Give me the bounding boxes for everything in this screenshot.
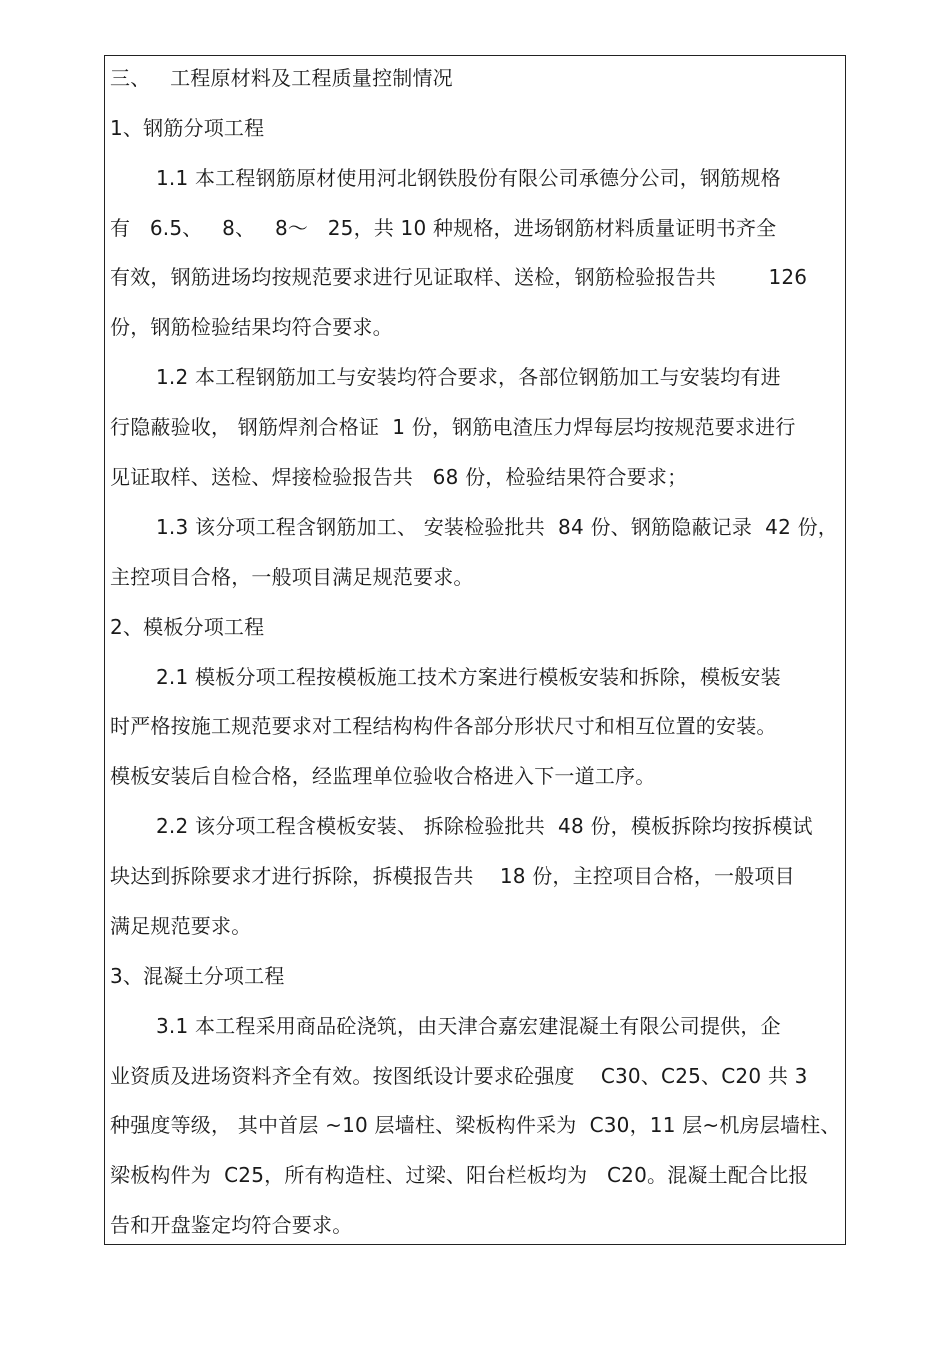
paragraph-line: 模板安装后自检合格，经监理单位验收合格进入下一道工序。: [110, 764, 656, 788]
paragraph-line: 1.1 本工程钢筋原材使用河北钢铁股份有限公司承德分公司，钢筋规格: [156, 166, 781, 190]
paragraph-line: 告和开盘鉴定均符合要求。: [110, 1213, 353, 1237]
subsection-heading-concrete: 3、混凝土分项工程: [110, 964, 285, 988]
paragraph-line: 有 6.5、 8、 8～ 25，共 10 种规格，进场钢筋材料质量证明书齐全: [110, 216, 777, 240]
paragraph-line: 1.3 该分项工程含钢筋加工、 安装检验批共 84 份、钢筋隐蔽记录 42 份，: [156, 515, 838, 539]
paragraph-line: 种强度等级， 其中首层 ~10 层墙柱、梁板构件采为 C30，11 层~机房层墙柱、: [110, 1113, 841, 1137]
paragraph-line: 3.1 本工程采用商品砼浇筑，由天津合嘉宏建混凝土有限公司提供，企: [156, 1014, 781, 1038]
paragraph-line: 2.2 该分项工程含模板安装、 拆除检验批共 48 份，模板拆除均按拆模试: [156, 814, 813, 838]
paragraph-line: 有效，钢筋进场均按规范要求进行见证取样、送检，钢筋检验报告共 126: [110, 265, 808, 289]
section-heading: 三、 工程原材料及工程质量控制情况: [110, 66, 453, 90]
paragraph-line: 见证取样、送检、焊接检验报告共 68 份，检验结果符合要求；: [110, 465, 688, 489]
paragraph-line: 业资质及进场资料齐全有效。按图纸设计要求砼强度 C30、C25、C20 共 3: [110, 1064, 808, 1088]
paragraph-line: 时严格按施工规范要求对工程结构构件各部分形状尺寸和相互位置的安装。: [110, 714, 777, 738]
paragraph-line: 份，钢筋检验结果均符合要求。: [110, 315, 393, 339]
paragraph-line: 主控项目合格，一般项目满足规范要求。: [110, 565, 474, 589]
paragraph-line: 满足规范要求。: [110, 914, 252, 938]
paragraph-line: 块达到拆除要求才进行拆除，拆模报告共 18 份，主控项目合格，一般项目: [110, 864, 795, 888]
paragraph-line: 1.2 本工程钢筋加工与安装均符合要求，各部位钢筋加工与安装均有进: [156, 365, 781, 389]
subsection-heading-rebar: 1、钢筋分项工程: [110, 116, 265, 140]
paragraph-line: 行隐蔽验收， 钢筋焊剂合格证 1 份，钢筋电渣压力焊每层均按规范要求进行: [110, 415, 796, 439]
subsection-heading-formwork: 2、模板分项工程: [110, 615, 265, 639]
paragraph-line: 梁板构件为 C25，所有构造柱、过梁、阳台栏板均为 C20。混凝土配合比报: [110, 1163, 809, 1187]
paragraph-line: 2.1 模板分项工程按模板施工技术方案进行模板安装和拆除，模板安装: [156, 665, 781, 689]
